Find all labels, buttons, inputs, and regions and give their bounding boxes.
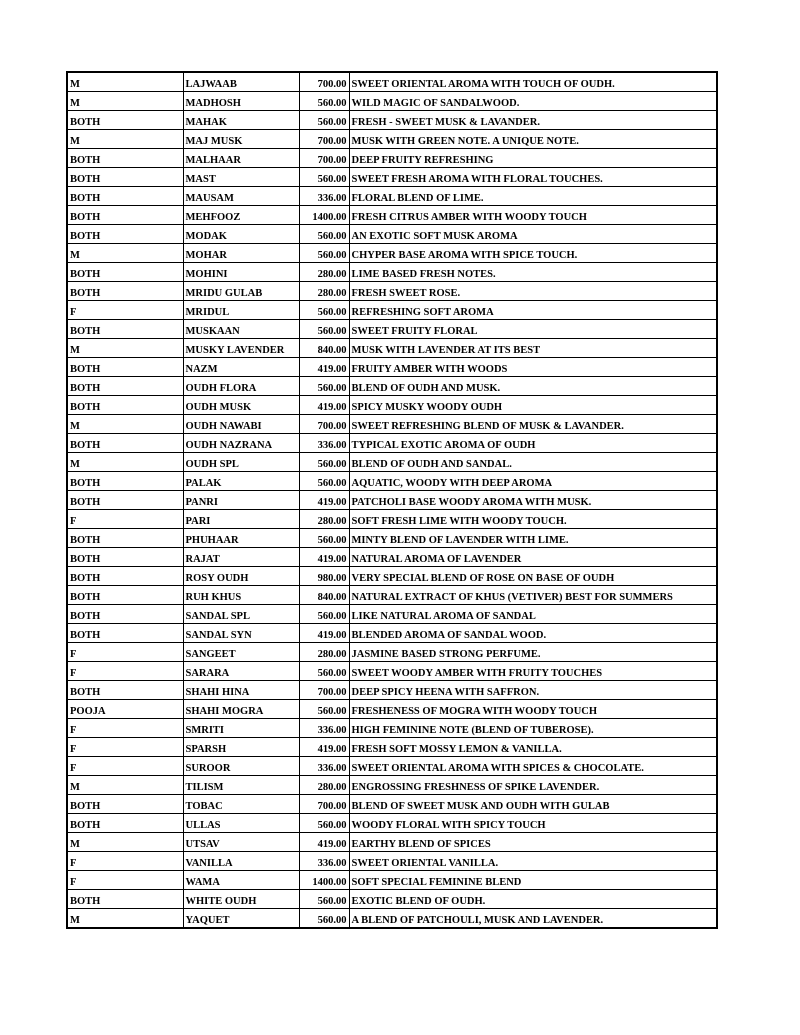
product-name-cell: SHAHI HINA (183, 681, 299, 700)
gender-cell: M (67, 909, 183, 929)
description-cell: DEEP FRUITY REFRESHING (349, 149, 717, 168)
product-name-cell: ROSY OUDH (183, 567, 299, 586)
product-name-cell: SANDAL SYN (183, 624, 299, 643)
description-cell: MINTY BLEND OF LAVENDER WITH LIME. (349, 529, 717, 548)
description-cell: FRESH CITRUS AMBER WITH WOODY TOUCH (349, 206, 717, 225)
price-cell: 700.00 (299, 681, 349, 700)
table-row (67, 795, 717, 814)
price-cell: 419.00 (299, 548, 349, 567)
price-cell: 560.00 (299, 453, 349, 472)
description-cell: EARTHY BLEND OF SPICES (349, 833, 717, 852)
gender-cell: F (67, 738, 183, 757)
gender-cell: F (67, 643, 183, 662)
gender-cell: F (67, 719, 183, 738)
table-row (67, 624, 717, 643)
table-row (67, 301, 717, 320)
price-cell: 336.00 (299, 187, 349, 206)
description-cell: JASMINE BASED STRONG PERFUME. (349, 643, 717, 662)
description-cell: BLEND OF OUDH AND SANDAL. (349, 453, 717, 472)
price-cell: 336.00 (299, 757, 349, 776)
price-cell: 560.00 (299, 301, 349, 320)
price-cell: 700.00 (299, 72, 349, 92)
table-row (67, 567, 717, 586)
price-cell: 560.00 (299, 909, 349, 929)
price-cell: 980.00 (299, 567, 349, 586)
product-name-cell: MOHAR (183, 244, 299, 263)
price-cell: 336.00 (299, 434, 349, 453)
table-row (67, 396, 717, 415)
gender-cell: BOTH (67, 491, 183, 510)
gender-cell: BOTH (67, 548, 183, 567)
gender-cell: BOTH (67, 681, 183, 700)
table-row (67, 434, 717, 453)
gender-cell: M (67, 244, 183, 263)
price-cell: 280.00 (299, 282, 349, 301)
price-cell: 280.00 (299, 510, 349, 529)
table-row (67, 149, 717, 168)
table-row (67, 643, 717, 662)
price-cell: 560.00 (299, 225, 349, 244)
price-cell: 336.00 (299, 719, 349, 738)
description-cell: SWEET REFRESHING BLEND OF MUSK & LAVANDER. (349, 415, 717, 434)
product-name-cell: SPARSH (183, 738, 299, 757)
gender-cell: BOTH (67, 472, 183, 491)
gender-cell: M (67, 92, 183, 111)
product-name-cell: PHUHAAR (183, 529, 299, 548)
price-cell: 560.00 (299, 700, 349, 719)
product-name-cell: MALHAAR (183, 149, 299, 168)
description-cell: SWEET ORIENTAL VANILLA. (349, 852, 717, 871)
gender-cell: BOTH (67, 814, 183, 833)
product-name-cell: MAUSAM (183, 187, 299, 206)
table-row (67, 700, 717, 719)
description-cell: FLORAL BLEND OF LIME. (349, 187, 717, 206)
description-cell: AQUATIC, WOODY WITH DEEP AROMA (349, 472, 717, 491)
table-row (67, 92, 717, 111)
price-cell: 700.00 (299, 795, 349, 814)
gender-cell: BOTH (67, 567, 183, 586)
gender-cell: BOTH (67, 890, 183, 909)
table-row (67, 491, 717, 510)
price-cell: 560.00 (299, 320, 349, 339)
table-row (67, 681, 717, 700)
gender-cell: BOTH (67, 396, 183, 415)
table-row (67, 871, 717, 890)
description-cell: WOODY FLORAL WITH SPICY TOUCH (349, 814, 717, 833)
product-name-cell: SANDAL SPL (183, 605, 299, 624)
price-cell: 560.00 (299, 529, 349, 548)
description-cell: EXOTIC BLEND OF OUDH. (349, 890, 717, 909)
product-name-cell: MRIDU GULAB (183, 282, 299, 301)
description-cell: A BLEND OF PATCHOULI, MUSK AND LAVENDER. (349, 909, 717, 929)
product-name-cell: NAZM (183, 358, 299, 377)
product-name-cell: WAMA (183, 871, 299, 890)
gender-cell: POOJA (67, 700, 183, 719)
table-row (67, 662, 717, 681)
price-cell: 560.00 (299, 111, 349, 130)
table-body (67, 72, 717, 928)
product-name-cell: SHAHI MOGRA (183, 700, 299, 719)
price-cell: 560.00 (299, 168, 349, 187)
product-name-cell: MODAK (183, 225, 299, 244)
table-row (67, 472, 717, 491)
description-cell: SOFT FRESH LIME WITH WOODY TOUCH. (349, 510, 717, 529)
product-name-cell: MAHAK (183, 111, 299, 130)
gender-cell: BOTH (67, 263, 183, 282)
description-cell: SOFT SPECIAL FEMININE BLEND (349, 871, 717, 890)
product-name-cell: LAJWAAB (183, 72, 299, 92)
table-row (67, 263, 717, 282)
product-name-cell: OUDH MUSK (183, 396, 299, 415)
gender-cell: M (67, 833, 183, 852)
gender-cell: F (67, 662, 183, 681)
table-row (67, 548, 717, 567)
price-cell: 419.00 (299, 491, 349, 510)
gender-cell: BOTH (67, 320, 183, 339)
price-cell: 840.00 (299, 339, 349, 358)
gender-cell: BOTH (67, 225, 183, 244)
price-cell: 280.00 (299, 643, 349, 662)
table-row (67, 453, 717, 472)
table-row (67, 320, 717, 339)
description-cell: DEEP SPICY HEENA WITH SAFFRON. (349, 681, 717, 700)
price-cell: 560.00 (299, 92, 349, 111)
table-row (67, 738, 717, 757)
price-cell: 1400.00 (299, 871, 349, 890)
product-name-cell: SUROOR (183, 757, 299, 776)
table-row (67, 852, 717, 871)
product-name-cell: RAJAT (183, 548, 299, 567)
gender-cell: BOTH (67, 605, 183, 624)
price-cell: 336.00 (299, 852, 349, 871)
table-row (67, 586, 717, 605)
product-name-cell: MAJ MUSK (183, 130, 299, 149)
description-cell: PATCHOLI BASE WOODY AROMA WITH MUSK. (349, 491, 717, 510)
table-row (67, 776, 717, 795)
product-name-cell: OUDH NAWABI (183, 415, 299, 434)
description-cell: NATURAL EXTRACT OF KHUS (VETIVER) BEST FOR SUMMERS (349, 586, 717, 605)
price-cell: 419.00 (299, 358, 349, 377)
table-row (67, 111, 717, 130)
product-name-cell: PANRI (183, 491, 299, 510)
description-cell: SWEET ORIENTAL AROMA WITH SPICES & CHOCOLATE. (349, 757, 717, 776)
product-name-cell: MUSKY LAVENDER (183, 339, 299, 358)
description-cell: SWEET WOODY AMBER WITH FRUITY TOUCHES (349, 662, 717, 681)
product-name-cell: MOHINI (183, 263, 299, 282)
description-cell: SWEET FRESH AROMA WITH FLORAL TOUCHES. (349, 168, 717, 187)
description-cell: FRESHENESS OF MOGRA WITH WOODY TOUCH (349, 700, 717, 719)
price-cell: 1400.00 (299, 206, 349, 225)
gender-cell: BOTH (67, 149, 183, 168)
fragrance-price-table (66, 71, 718, 929)
description-cell: LIKE NATURAL AROMA OF SANDAL (349, 605, 717, 624)
product-name-cell: MAST (183, 168, 299, 187)
product-name-cell: MADHOSH (183, 92, 299, 111)
description-cell: ENGROSSING FRESHNESS OF SPIKE LAVENDER. (349, 776, 717, 795)
gender-cell: F (67, 757, 183, 776)
table-row (67, 168, 717, 187)
description-cell: BLEND OF OUDH AND MUSK. (349, 377, 717, 396)
product-name-cell: TILISM (183, 776, 299, 795)
description-cell: LIME BASED FRESH NOTES. (349, 263, 717, 282)
price-cell: 280.00 (299, 776, 349, 795)
product-name-cell: UTSAV (183, 833, 299, 852)
table-row (67, 72, 717, 92)
description-cell: VERY SPECIAL BLEND OF ROSE ON BASE OF OUDH (349, 567, 717, 586)
description-cell: NATURAL AROMA OF LAVENDER (349, 548, 717, 567)
description-cell: SWEET ORIENTAL AROMA WITH TOUCH OF OUDH. (349, 72, 717, 92)
gender-cell: F (67, 852, 183, 871)
description-cell: WILD MAGIC OF SANDALWOOD. (349, 92, 717, 111)
description-cell: FRESH SWEET ROSE. (349, 282, 717, 301)
table-row (67, 244, 717, 263)
table-row (67, 358, 717, 377)
table-row (67, 833, 717, 852)
gender-cell: BOTH (67, 377, 183, 396)
product-name-cell: MEHFOOZ (183, 206, 299, 225)
gender-cell: BOTH (67, 358, 183, 377)
table-row (67, 187, 717, 206)
description-cell: SWEET FRUITY FLORAL (349, 320, 717, 339)
product-name-cell: PARI (183, 510, 299, 529)
table-row (67, 529, 717, 548)
product-name-cell: SMRITI (183, 719, 299, 738)
product-name-cell: SARARA (183, 662, 299, 681)
description-cell: BLEND OF SWEET MUSK AND OUDH WITH GULAB (349, 795, 717, 814)
table-row (67, 814, 717, 833)
price-cell: 419.00 (299, 738, 349, 757)
gender-cell: BOTH (67, 529, 183, 548)
price-cell: 280.00 (299, 263, 349, 282)
table-row (67, 890, 717, 909)
description-cell: MUSK WITH LAVENDER AT ITS BEST (349, 339, 717, 358)
product-name-cell: SANGEET (183, 643, 299, 662)
gender-cell: BOTH (67, 206, 183, 225)
gender-cell: BOTH (67, 586, 183, 605)
table-row (67, 415, 717, 434)
gender-cell: M (67, 453, 183, 472)
gender-cell: BOTH (67, 187, 183, 206)
table-row (67, 909, 717, 929)
product-name-cell: YAQUET (183, 909, 299, 929)
price-cell: 560.00 (299, 890, 349, 909)
description-cell: MUSK WITH GREEN NOTE. A UNIQUE NOTE. (349, 130, 717, 149)
price-cell: 560.00 (299, 244, 349, 263)
gender-cell: BOTH (67, 434, 183, 453)
description-cell: AN EXOTIC SOFT MUSK AROMA (349, 225, 717, 244)
gender-cell: M (67, 339, 183, 358)
price-cell: 419.00 (299, 396, 349, 415)
gender-cell: BOTH (67, 282, 183, 301)
description-cell: CHYPER BASE AROMA WITH SPICE TOUCH. (349, 244, 717, 263)
description-cell: REFRESHING SOFT AROMA (349, 301, 717, 320)
product-name-cell: MRIDUL (183, 301, 299, 320)
price-cell: 700.00 (299, 130, 349, 149)
price-cell: 560.00 (299, 662, 349, 681)
table-row (67, 130, 717, 149)
table-row (67, 206, 717, 225)
gender-cell: F (67, 510, 183, 529)
table-row (67, 757, 717, 776)
gender-cell: M (67, 415, 183, 434)
price-cell: 560.00 (299, 605, 349, 624)
description-cell: TYPICAL EXOTIC AROMA OF OUDH (349, 434, 717, 453)
product-name-cell: OUDH NAZRANA (183, 434, 299, 453)
gender-cell: M (67, 776, 183, 795)
table-row (67, 605, 717, 624)
gender-cell: BOTH (67, 624, 183, 643)
table-row (67, 719, 717, 738)
description-cell: FRESH SOFT MOSSY LEMON & VANILLA. (349, 738, 717, 757)
description-cell: SPICY MUSKY WOODY OUDH (349, 396, 717, 415)
table-row (67, 510, 717, 529)
table-row (67, 282, 717, 301)
product-name-cell: WHITE OUDH (183, 890, 299, 909)
gender-cell: M (67, 130, 183, 149)
table-row (67, 377, 717, 396)
gender-cell: BOTH (67, 795, 183, 814)
price-cell: 560.00 (299, 377, 349, 396)
product-name-cell: RUH KHUS (183, 586, 299, 605)
product-name-cell: MUSKAAN (183, 320, 299, 339)
price-cell: 419.00 (299, 833, 349, 852)
table-row (67, 225, 717, 244)
price-cell: 560.00 (299, 814, 349, 833)
price-cell: 419.00 (299, 624, 349, 643)
product-name-cell: OUDH FLORA (183, 377, 299, 396)
table-row (67, 339, 717, 358)
gender-cell: BOTH (67, 111, 183, 130)
product-name-cell: OUDH SPL (183, 453, 299, 472)
price-cell: 560.00 (299, 472, 349, 491)
price-cell: 700.00 (299, 149, 349, 168)
description-cell: HIGH FEMININE NOTE (BLEND OF TUBEROSE). (349, 719, 717, 738)
product-name-cell: TOBAC (183, 795, 299, 814)
description-cell: BLENDED AROMA OF SANDAL WOOD. (349, 624, 717, 643)
gender-cell: M (67, 72, 183, 92)
price-cell: 700.00 (299, 415, 349, 434)
gender-cell: BOTH (67, 168, 183, 187)
gender-cell: F (67, 301, 183, 320)
description-cell: FRESH - SWEET MUSK & LAVANDER. (349, 111, 717, 130)
product-name-cell: VANILLA (183, 852, 299, 871)
product-name-cell: PALAK (183, 472, 299, 491)
gender-cell: F (67, 871, 183, 890)
product-name-cell: ULLAS (183, 814, 299, 833)
description-cell: FRUITY AMBER WITH WOODS (349, 358, 717, 377)
price-cell: 840.00 (299, 586, 349, 605)
